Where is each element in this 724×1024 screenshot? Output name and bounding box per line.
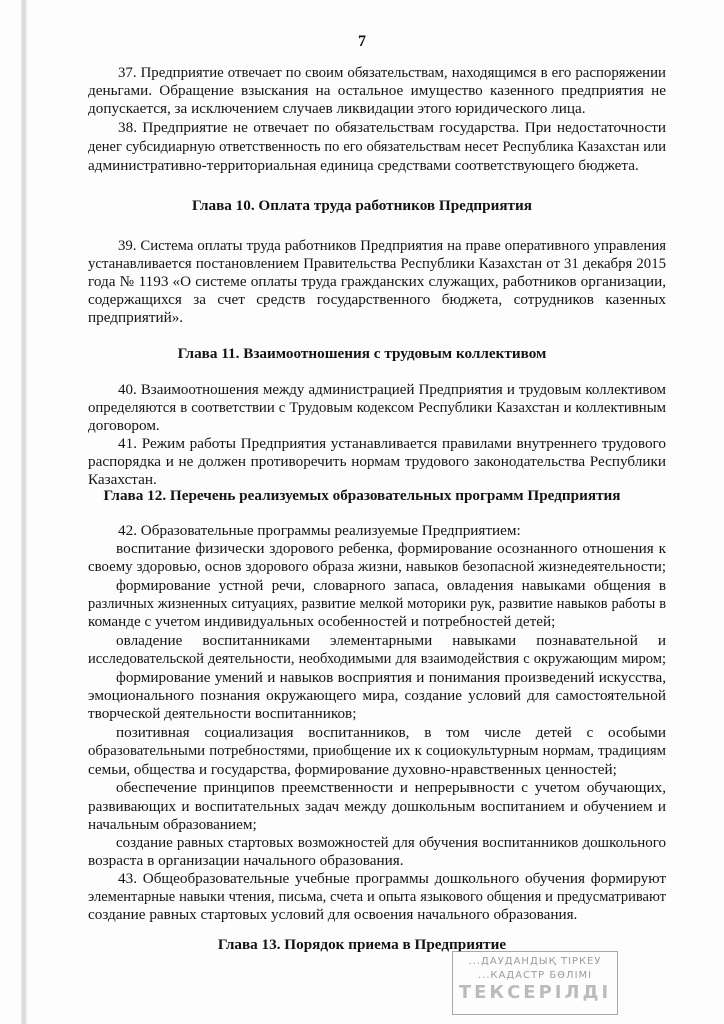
paragraph-43-line: элементарные навыки чтения, письма, счета и опыта языкового общения и предусматривают	[88, 889, 666, 905]
paragraph-42-line: команде с учетом индивидуальных особенностей и потребностей детей;	[88, 613, 556, 630]
paragraph-42-line: своему здоровью, основ здорового образа жизни, навыков безопасной жизнедеятельности;	[88, 559, 666, 575]
scan-edge-shadow	[21, 0, 27, 1024]
paragraph-40-line: 40. Взаимоотношения между администрацией Предприятия и трудовым коллективом	[118, 382, 666, 398]
paragraph-39-line: предприятий».	[88, 309, 184, 326]
paragraph-37-line: допускается, за исключением случаев ликвидации этого юридического лица.	[88, 100, 586, 117]
paragraph-42-line: образовательными потребностями, приобщение их к социокультурным нормам, традициям	[88, 743, 666, 759]
paragraph-42-line: различных жизненных ситуациях, развитие мелкой моторики рук, развитие навыков работы в	[88, 596, 666, 612]
paragraph-41-line: Казахстан.	[88, 471, 157, 488]
paragraph-42-line: воспитание физически здорового ребенка, формирование осознанного отношения к	[116, 540, 666, 557]
paragraph-38-line: денег субсидиарную ответственность по его обязательствам несет Республика Казахстан или	[88, 139, 666, 155]
paragraph-42-line: начальным образованием;	[88, 816, 257, 833]
stamp-line: ...ДАУДАНДЫҚ ТІРКЕУ	[468, 956, 602, 967]
page-number: 7	[358, 33, 366, 50]
paragraph-38-line: 38. Предприятие не отвечает по обязательствам государства. При недостаточности	[118, 119, 666, 136]
paragraph-38-line: административно-территориальная единица средствами соответствующего бюджета.	[88, 157, 639, 174]
chapter-11-heading: Глава 11. Взаимоотношения с трудовым коллективом	[177, 345, 547, 362]
paragraph-43-line: создание равных стартовых условий для освоения начального образования.	[88, 906, 578, 923]
chapter-10-heading: Глава 10. Оплата труда работников Предприятия	[192, 197, 532, 214]
paragraph-40-line: договором.	[88, 417, 160, 434]
paragraph-42-line: 42. Образовательные программы реализуемые Предприятием:	[118, 522, 521, 539]
paragraph-42-line: позитивная социализация воспитанников, в том числе детей с особыми	[116, 724, 666, 741]
paragraph-42-line: творческой деятельности воспитанников;	[88, 705, 357, 722]
stamp-line: ...КАДАСТР БӨЛІМІ	[477, 970, 593, 981]
paragraph-42-line: возраста в организации начального образования.	[88, 852, 404, 869]
paragraph-42-line: развивающих и воспитательных задач между дошкольным воспитанием и обучением и	[88, 798, 666, 815]
paragraph-41-line: распорядка и не должен противоречить нормам трудового законодательства Республики	[88, 453, 666, 470]
paragraph-42-line: формирование устной речи, словарного запаса, овладения навыками общения в	[116, 577, 666, 594]
paragraph-39-line: года № 1193 «О системе оплаты труда гражданских служащих, работников организации,	[88, 273, 666, 290]
chapter-13-heading: Глава 13. Порядок приема в Предприятие	[217, 936, 507, 953]
paragraph-42-line: эмоционального познания окружающего мира, создание условий для самостоятельной	[88, 687, 666, 704]
paragraph-41-line: 41. Режим работы Предприятия устанавливается правилами внутреннего трудового	[118, 435, 666, 452]
paragraph-43-line: 43. Общеобразовательные учебные программы дошкольного обучения формируют	[118, 870, 666, 887]
paragraph-42-line: формирование умений и навыков восприятия и понимания произведений искусства,	[116, 669, 666, 686]
stamp-line: ТЕКСЕРІЛДІ	[458, 982, 612, 1003]
paragraph-39-line: устанавливается постановлением Правительства Республики Казахстан от 31 декабря 2015	[88, 256, 666, 272]
paragraph-42-line: обеспечение принципов преемственности и непрерывности с учетом обучающих,	[116, 779, 666, 796]
paragraph-42-line: овладение воспитанниками элементарными навыками познавательной и	[116, 632, 666, 649]
paragraph-40-line: определяются в соответствии с Трудовым кодексом Республики Казахстан и коллективным	[88, 400, 666, 416]
paragraph-42-line: создание равных стартовых возможностей для обучения воспитанников дошкольного	[116, 835, 666, 851]
paragraph-42-line: исследовательской деятельности, необходимыми для взаимодействия с окружающим миром;	[88, 651, 666, 667]
paragraph-37-line: деньгами. Обращение взыскания на остальное имущество казенного предприятия не	[88, 82, 666, 99]
chapter-12-heading: Глава 12. Перечень реализуемых образовательных программ Предприятия	[103, 487, 621, 504]
verification-stamp	[452, 951, 618, 1015]
paragraph-39-line: 39. Система оплаты труда работников Предприятия на праве оперативного управления	[118, 238, 666, 254]
paragraph-42-line: семьи, общества и государства, формирование духовно-нравственных ценностей;	[88, 761, 617, 778]
paragraph-39-line: содержащихся за счет средств государственного бюджета, сотрудников казенных	[88, 291, 666, 308]
paragraph-37-line: 37. Предприятие отвечает по своим обязательствам, находящимся в его распоряжении	[118, 65, 666, 81]
